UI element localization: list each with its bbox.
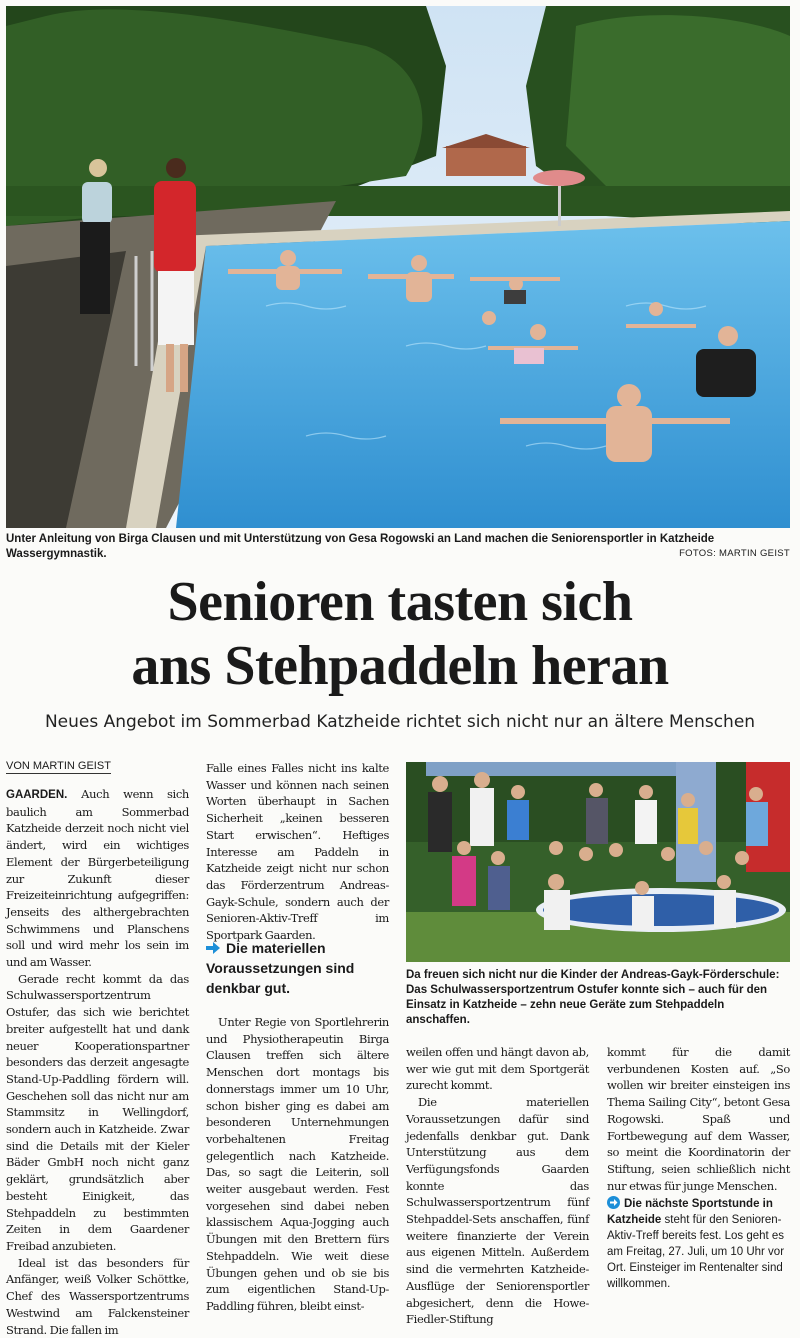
paragraph: weilen offen und hängt davon ab, wer wie gut mit dem Sportgerät zurecht kommt. <box>406 1045 589 1093</box>
article-column-4 <box>607 1044 790 1192</box>
subheadline: Neues Angebot im Sommerbad Katzheide richtet sich nicht nur an ältere Menschen <box>44 712 756 732</box>
info-box <box>607 1196 790 1292</box>
paragraph: GAARDEN. Auch wenn sich baulich am Sommerbad Katzheide derzeit noch nicht viel ändert, wird ein wichtiges Element der Bürgerbeteiligung zur Zukunft dieser Freizeiteinrichtung aufgegriffen: Jenseits des althergebrachten Schwimmens und Planschens soll und wird mehr los sein im und am Wasser. <box>6 787 189 970</box>
article-column-2 <box>206 760 389 943</box>
paragraph: Unter Regie von Sportlehrerin und Physiotherapeutin Birga Clausen treffen sich ältere Menschen dort montags bis donnerstags immer um 10 Uhr, schon bisher ging es dabei am besonderen Unternehmungen vorbehaltenen Freitag gelegentlich nach Katzheide. Das, so sagt die Leiterin, soll weiter ausgebaut werden. Fest vorgesehen sind dabei neben klassischem Aqua-Jogging auch Übungen mit den Brettern fürs Stehpaddeln. Wie weit diese Übungen gehen und ob sie bis zum eigentlichen Stand-Up-Paddling führen, bleibt einst- <box>206 1015 389 1313</box>
paragraph: Gerade recht kommt da das Schulwassersportzentrum Ostufer, das sich wie berichtet breiter aufgestellt hat und dank neuer Kooperationspartner besonders das derzeit angesagte Stand-Up-Paddling fördern will. Geschehen soll das nicht nur am Stammsitz in Wellingdorf, sondern auch in Katzheide. Zwar sind die Details mit der Kieler Bäder GmbH noch nicht ganz geklärt, grundsätzlich aber besteht Einigkeit, das Stehpaddeln zu bestimmten Zeiten in dem Gaardener Freibad anzubieten. <box>6 971 189 1253</box>
headline <box>0 570 800 698</box>
info-box-text: steht für den Senioren-Aktiv-Treff bereits fest. Los geht es am Freitag, 27. Juli, um 10 Uhr vor Ort. Einsteiger im Rentenalter sind willkommen. <box>607 1214 785 1290</box>
byline: VON MARTIN GEIST <box>6 760 111 772</box>
arrow-right-icon <box>206 942 220 954</box>
info-box-heading: Die nächste Sportstunde in Katzheide <box>607 1198 773 1226</box>
paragraph: Die materiellen Voraussetzungen dafür sind jedenfalls denkbar gut. Dank Unterstützung aus dem Verfügungsfonds Gaarden konnte das Schulwassersportzentrum fünf Stehpaddel-Sets anschaffen, fünf weitere finanzierte der Verein aus eigenen Mitteln. Außerdem sind die vermehrten Katzheide-Ausflüge der Seniorensportler abgesichert, denn die Howe-Fiedler-Stiftung <box>406 1095 589 1327</box>
sup-photo-caption: Da freuen sich nicht nur die Kinder der Andreas-Gayk-Förderschule: Das Schulwassersportzentrum Ostufer konnte sich – auch für den Einsatz in Katzheide – zehn neue Geräte zum Stehpaddeln anschaffen. <box>406 969 780 1026</box>
top-photo-caption: Unter Anleitung von Birga Clausen und mit Unterstützung von Gesa Rogowski an Land machen die Seniorensportler in Katzheide Wassergymnastik. <box>6 533 715 560</box>
pull-quote: Die materiellen Voraussetzungen sind denkbar gut. <box>206 940 355 996</box>
pool-photo <box>6 6 790 528</box>
paragraph: Ideal ist das besonders für Anfänger, weiß Volker Schöttke, Chef des Wassersportzentrums Westwind am Falckensteiner Strand. Die fallen im <box>6 1255 189 1337</box>
arrow-circle-icon <box>607 1196 620 1209</box>
paragraph: kommt für die damit verbundenen Kosten auf. „So wollen wir breiter einsteigen ins Thema Sailing City“, betont Gesa Rogowski. Spaß und Fortbewegung auf dem Wasser, so meint die Koordinatorin der Stiftung, seien schließlich nicht nur etwas für junge Menschen. <box>607 1045 790 1193</box>
photo-credit: FOTOS: MARTIN GEIST <box>679 548 790 559</box>
article-column-3 <box>406 1044 589 1327</box>
sup-group-photo <box>406 762 790 962</box>
paragraph: Falle eines Falles nicht ins kalte Wasser und können nach seinen Worten überhaupt in Sachen Sicherheit „keinen besseren Start erwischen“. Heftiges Interesse am Paddeln in Katzheide zeigt nicht nur schon das Förderzentrum Andreas-Gayk-Schule, sondern auch der Senioren-Aktiv-Treff im Sportpark Gaarden. <box>206 761 389 943</box>
article-column-2-continued <box>206 1014 389 1313</box>
headline-line-2: ans Stehpaddeln heran <box>131 635 669 697</box>
article-column-1 <box>6 786 189 1337</box>
headline-line-1: Senioren tasten sich <box>167 571 633 633</box>
dateline: GAARDEN. <box>6 789 68 801</box>
